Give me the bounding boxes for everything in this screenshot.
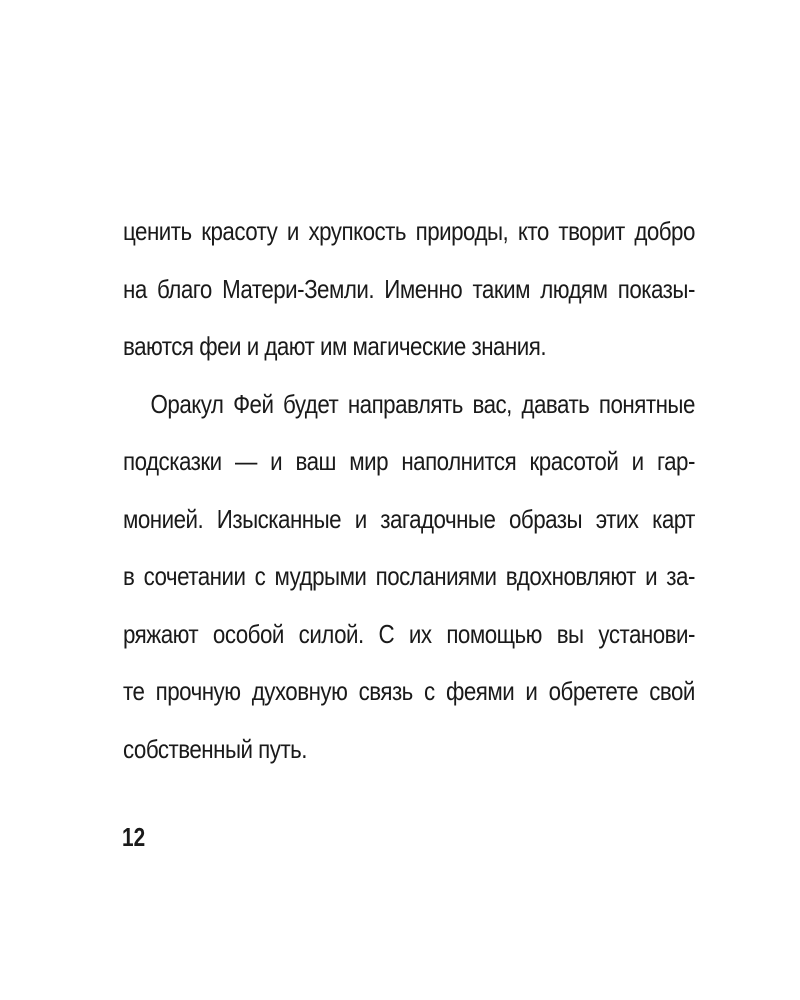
text-line: на благо Матери-Земли. Именно таким людям показы- <box>123 273 695 304</box>
text-line: ценить красоту и хрупкость природы, кто творит добро <box>123 216 695 246</box>
text-line: собственный путь. <box>123 733 307 764</box>
body-text <box>123 203 695 778</box>
text-line: монией. Изысканные и загадочные образы этих карт <box>123 503 695 534</box>
text-line: в сочетании с мудрыми посланиями вдохновляют и за- <box>123 561 695 591</box>
text-line: ваются феи и дают им магические знания. <box>123 331 547 361</box>
text-line: те прочную духовную связь с феями и обретете свой <box>123 676 695 706</box>
text-line: Оракул Фей будет направлять вас, давать понятные <box>150 388 695 419</box>
text-line: подсказки — и ваш мир наполнится красотой и гар- <box>123 446 695 476</box>
page-number: 12 <box>122 822 146 852</box>
text-line: ряжают особой силой. С их помощью вы установи- <box>123 618 695 649</box>
